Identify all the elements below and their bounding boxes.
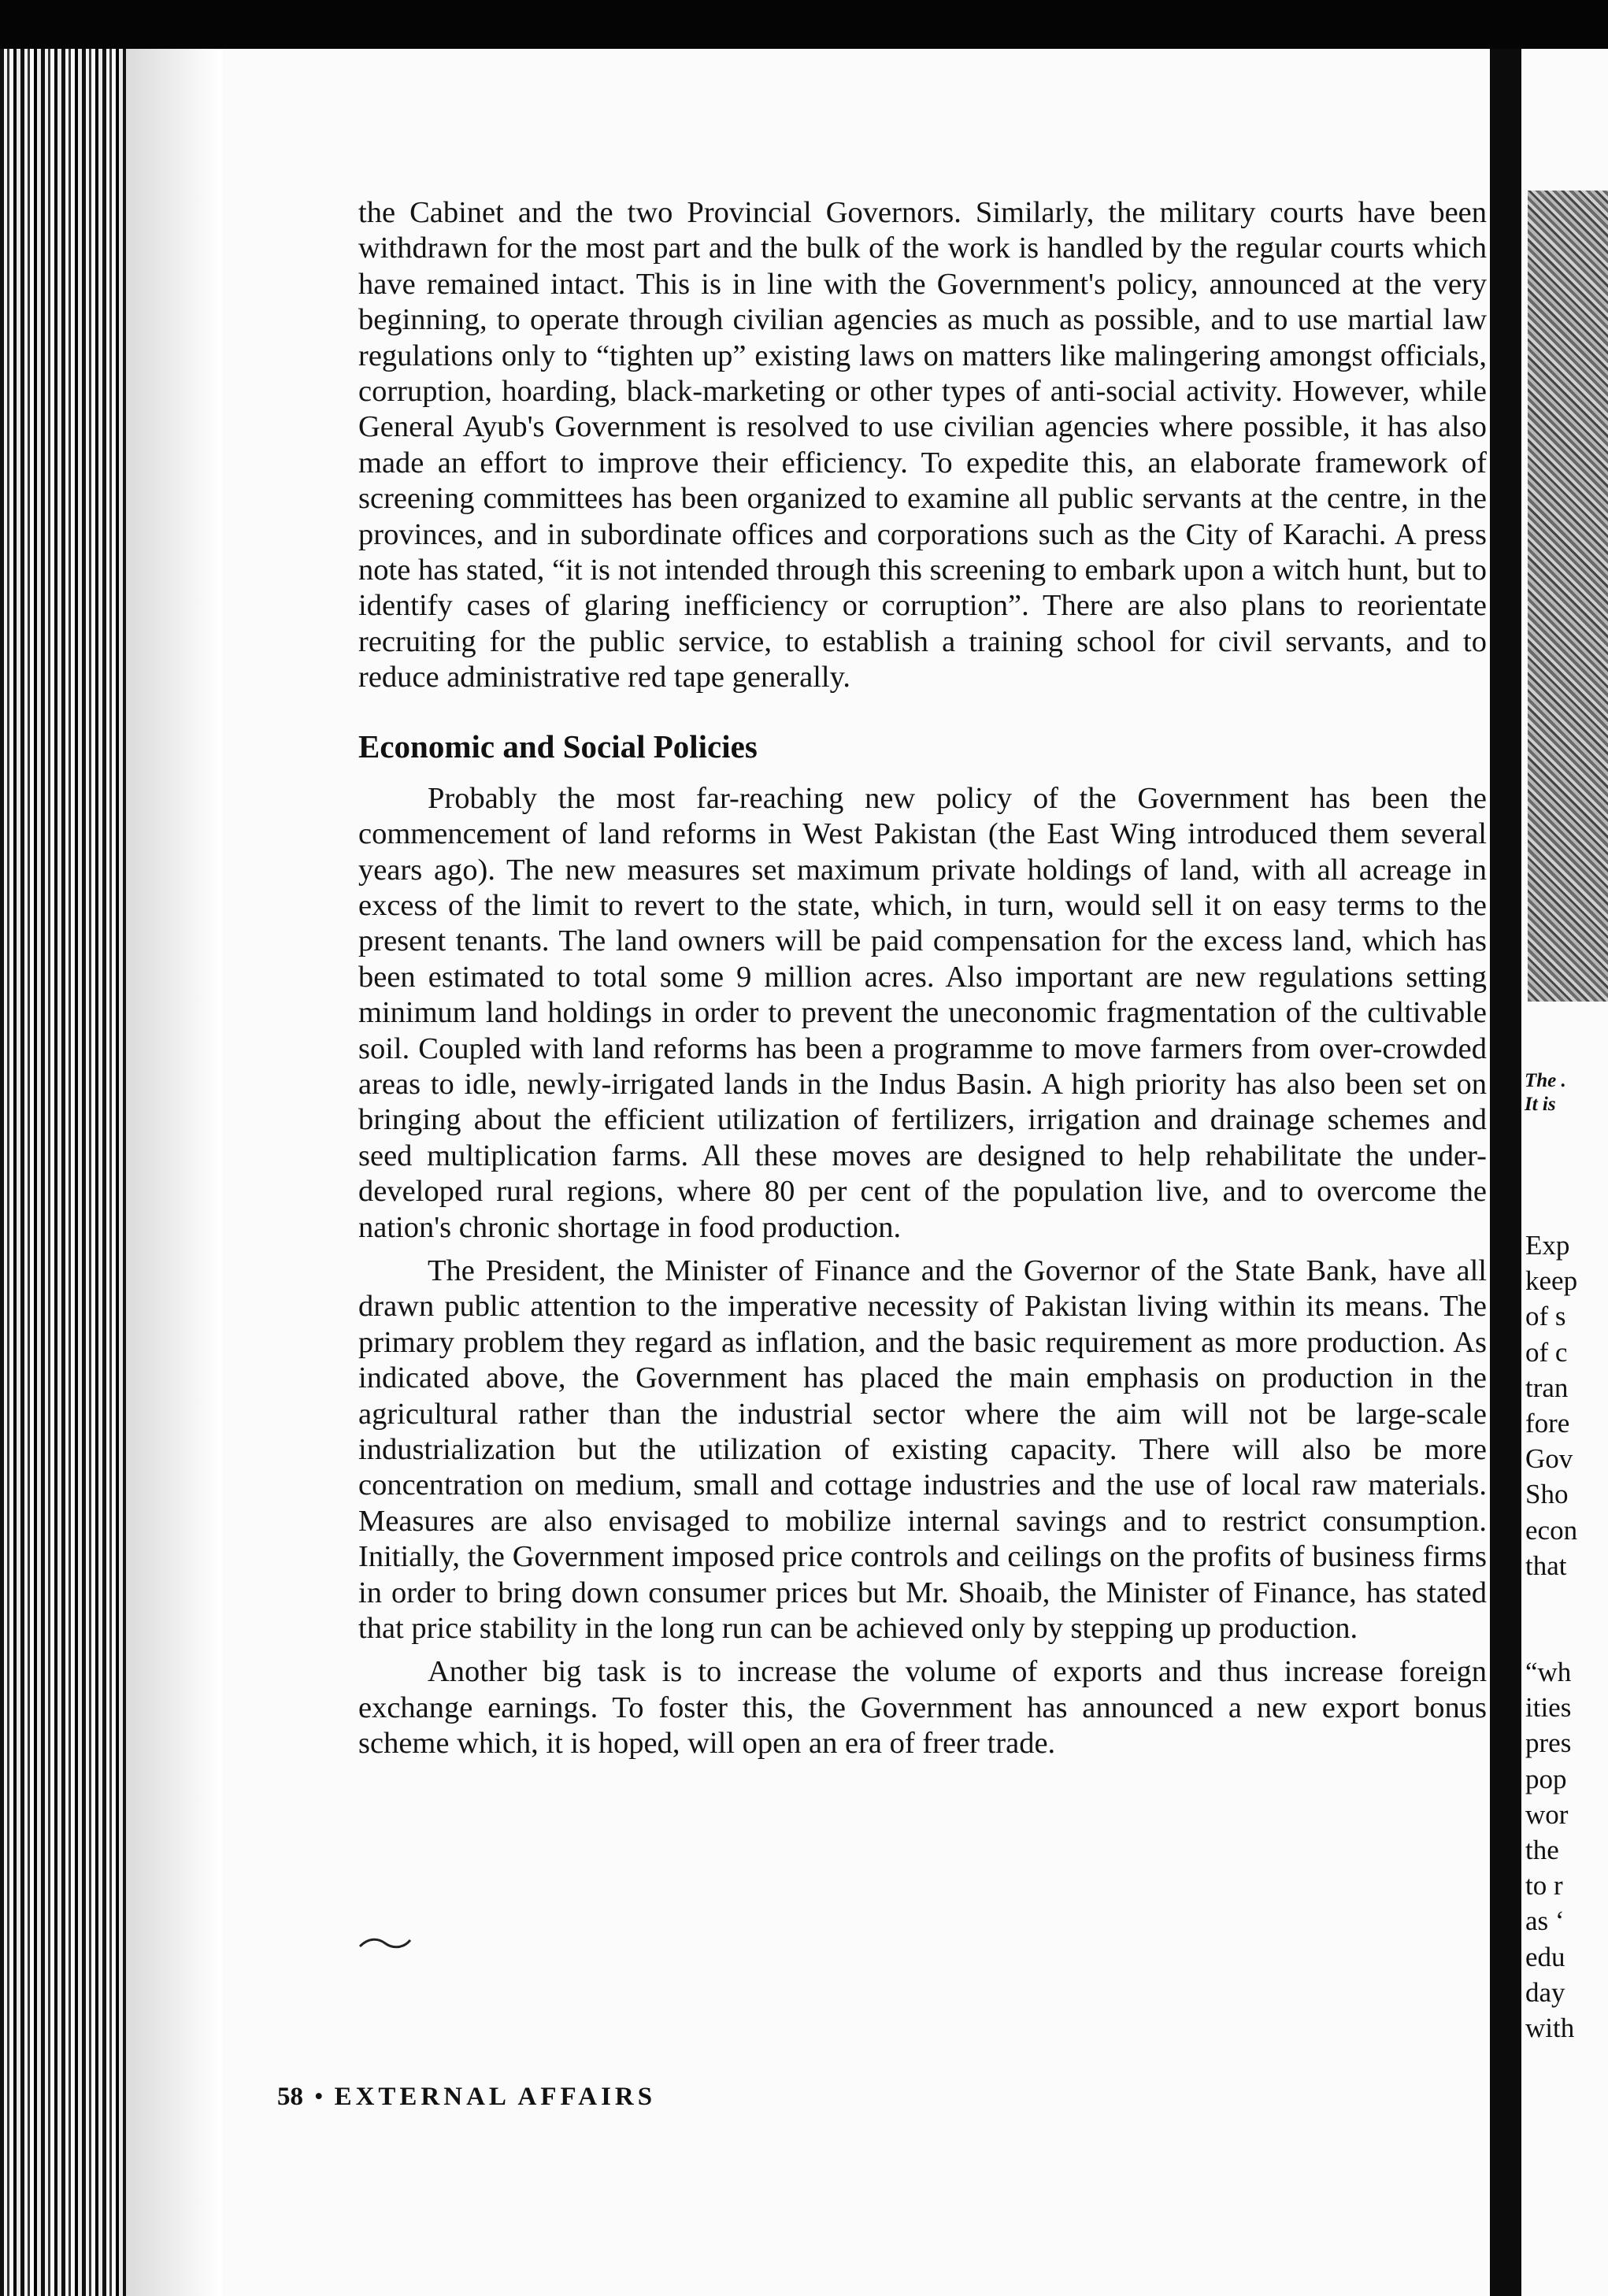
text-fragment: of c — [1525, 1336, 1568, 1368]
text-fragment: Gov — [1525, 1443, 1573, 1475]
text-fragment: pop — [1525, 1763, 1567, 1794]
text-fragment: econ — [1525, 1514, 1578, 1546]
footer-separator: • — [314, 2083, 324, 2111]
page-edge-shadow — [1490, 49, 1521, 2296]
text-fragment: the — [1525, 1835, 1559, 1866]
text-fragment: Sho — [1525, 1479, 1569, 1510]
pencil-mark-icon — [358, 1935, 413, 1951]
text-fragment: wor — [1525, 1798, 1569, 1830]
text-fragment: keep — [1525, 1265, 1578, 1297]
text-fragment: edu — [1525, 1941, 1565, 1972]
caption-line: It is — [1525, 1094, 1556, 1115]
text-fragment: day — [1525, 1976, 1565, 2008]
facing-text-column-a — [1525, 1228, 1608, 1583]
intro-paragraph: the Cabinet and the two Provincial Governors. Similarly, the military courts have been withdrawn for the most part and the bulk of the work is handled by the regular courts which have remained intact. This is in line with the Government's policy, announced at the very beginning, to operate through civilian agencies as much as possible, and to use martial law regulations only to “tighten up” existing laws on matters like malingering amongst officials, corruption, hoarding, black-marketing or other types of anti-social activity. However, while General Ayub's Government is resolved to use civilian agencies where possible, it has also made an effort to improve their efficiency. To expedite this, an elaborate framework of screening committees has been organized to examine all public servants at the centre, in the provinces, and in subordinate offices and corporations such as the City of Karachi. A press note has stated, “it is not intended through this screening to embark upon a witch hunt, but to identify cases of glaring inefficiency or corruption”. There are also plans to reorientate recruiting for the public service, to establish a training school for civil servants, and to reduce administrative red tape generally. — [358, 196, 1487, 694]
text-fragment: with — [1525, 2013, 1575, 2044]
article-body — [358, 195, 1487, 1762]
paragraph-exports: Another big task is to increase the volume of exports and thus increase foreign exchange earnings. To foster this, the Government has announced a new export bonus scheme which, it is hoped, will open an era of freer trade. — [358, 1655, 1487, 1761]
text-fragment: fore — [1525, 1408, 1570, 1439]
gutter-shadow — [126, 49, 220, 2296]
caption-line: The . — [1525, 1070, 1566, 1091]
text-fragment: Exp — [1525, 1230, 1570, 1261]
page-number: 58 — [277, 2083, 303, 2111]
text-fragment: pres — [1525, 1728, 1572, 1759]
facing-page-photo — [1528, 191, 1608, 1002]
text-fragment: as ‘ — [1525, 1905, 1565, 1937]
paragraph-finance: The President, the Minister of Finance and the Governor of the State Bank, have all drawn public attention to the imperative necessity of Pakistan living within its means. The primary problem they regard as inflation, and the basic requirement as more production. As indicated above, the Government has placed the main emphasis on production in the agricultural rather than the industrial sector where the aim will not be large-scale industrialization but the utilization of existing capacity. There will also be more concentration on medium, small and cottage industries and the use of local raw materials. Measures are also envisaged to mobilize internal savings and to restrict consumption. Initially, the Government imposed price controls and ceilings on the profits of business firms in order to bring down consumer prices but Mr. Shoaib, the Minister of Finance, has stated that price stability in the long run can be achieved only by stepping up production. — [358, 1254, 1487, 1646]
text-fragment: of s — [1525, 1301, 1566, 1332]
book-spine — [0, 49, 126, 2296]
text-fragment: ities — [1525, 1692, 1572, 1724]
text-fragment: to r — [1525, 1870, 1563, 1902]
scan-top-band — [0, 0, 1608, 49]
facing-page — [1521, 49, 1608, 2296]
text-fragment: “wh — [1525, 1657, 1572, 1687]
publication-name: EXTERNAL AFFAIRS — [334, 2083, 657, 2111]
text-fragment: tran — [1525, 1372, 1569, 1403]
section-heading: Economic and Social Policies — [358, 728, 758, 765]
text-fragment: that — [1525, 1550, 1567, 1581]
paragraph-land-reform: Probably the most far-reaching new policy of the Government has been the commencement of land reforms in West Pakistan (the East Wing introduced them several years ago). The new measures set maximum private holdings of land, with all acreage in excess of the limit to revert to the state, which, in turn, would sell it on easy terms to the present tenants. The land owners will be paid compensation for the excess land, which has been estimated to total some 9 million acres. Also important are new regulations setting minimum land holdings in order to prevent the uneconomic fragmentation of the cultivable soil. Coupled with land reforms has been a programme to move farmers from over-crowded areas to idle, newly-irrigated lands in the Indus Basin. A high priority has also been set on bringing about the efficient utilization of fertilizers, irrigation and drainage schemes and seed multiplication farms. All these moves are designed to help rehabilitate the under-developed rural regions, where 80 per cent of the population live, and to overcome the nation's chronic shortage in food production. — [358, 781, 1487, 1244]
facing-text-column-b — [1525, 1654, 1608, 2046]
page-footer — [277, 2083, 656, 2112]
